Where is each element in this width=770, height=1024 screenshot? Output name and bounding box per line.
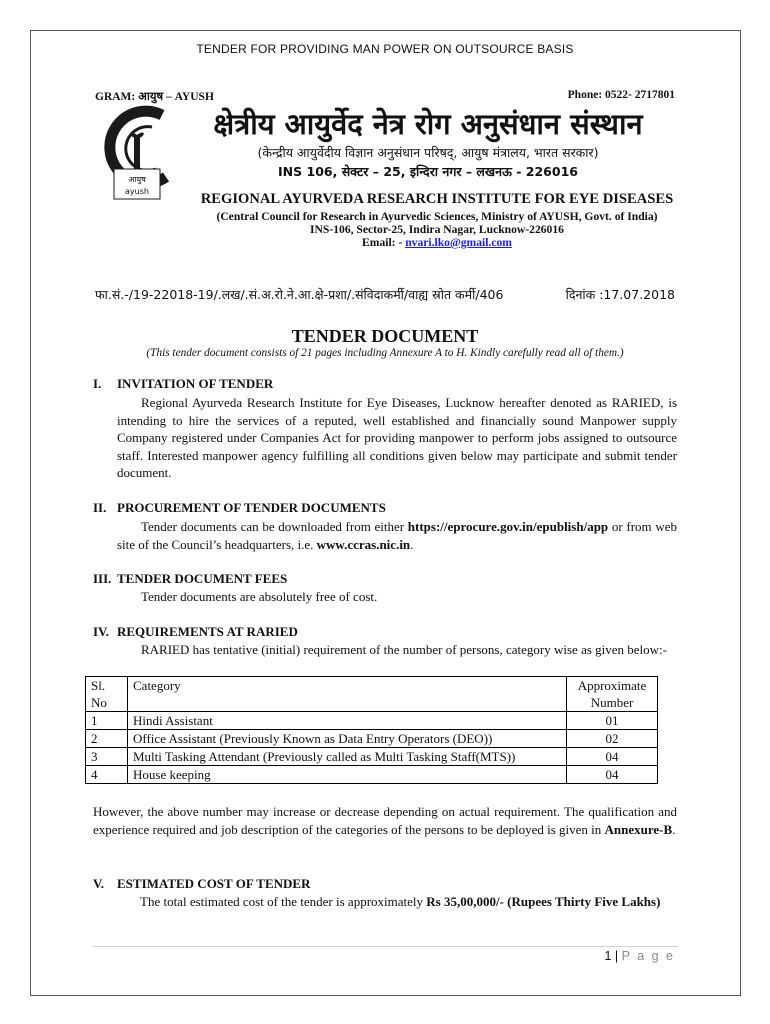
- logo-text-top: आयुष: [128, 175, 146, 184]
- section-1-number: I.: [93, 376, 102, 391]
- section-5-heading: [93, 876, 310, 892]
- row-number: 04: [567, 766, 658, 784]
- section-2-title: PROCUREMENT OF TENDER DOCUMENTS: [117, 500, 386, 515]
- section-2-text-b: or from web site of the Council’s headquarters, i.e.: [117, 519, 677, 552]
- hindi-parent-org: (केन्द्रीय आयुर्वेदीय विज्ञान अनुसंधान परिषद्, आयुष मंत्रालय, भारत सरकार): [257, 145, 599, 160]
- reference-number: फा.सं.-/19-22018-19/.लख/.सं.अ.रो.ने.आ.क्षे-प्रशा/.संविदाकर्मी/वाह्य स्रोत कर्मी/406: [95, 287, 504, 302]
- row-number: 04: [567, 748, 658, 766]
- section-2-heading: [93, 500, 386, 516]
- row-number: 02: [567, 730, 658, 748]
- row-sl: 3: [86, 748, 128, 766]
- hindi-address: INS 106, सेक्टर – 25, इन्दिरा नगर – लखनऊ - 226016: [278, 164, 578, 179]
- phone-line: Phone: 0522- 2717801: [567, 89, 675, 101]
- header-sl-no: Sl. No: [86, 677, 128, 712]
- section-1-heading: [93, 376, 273, 392]
- table-row: [86, 712, 658, 730]
- section-1-title: INVITATION OF TENDER: [117, 376, 274, 391]
- section-4-after-table: [93, 803, 677, 838]
- document-title: TENDER DOCUMENT: [291, 326, 479, 346]
- section-2-text-a: Tender documents can be downloaded from either: [141, 519, 408, 534]
- section-4-text: RARIED has tentative (initial) requirement of the number of persons, category wise as given below:-: [141, 642, 667, 657]
- english-address: INS-106, Sector-25, Indira Nagar, Lucknow-226016: [310, 223, 564, 236]
- row-category: Office Assistant (Previously Known as Data Entry Operators (DEO)): [128, 730, 567, 748]
- english-institute-name: REGIONAL AYURVEDA RESEARCH INSTITUTE FOR EYE DISEASES: [200, 191, 674, 207]
- section-4-after-text: However, the above number may increase or decrease depending on actual requirement. The qualification and experience required and job description of the categories of the persons to be deployed is given in: [93, 804, 677, 837]
- section-3-body: [117, 588, 677, 606]
- section-2-body: [117, 518, 677, 553]
- section-4-number: IV.: [93, 624, 110, 639]
- footer-divider: [93, 946, 678, 947]
- page-footer: [604, 949, 675, 963]
- requirements-table: [85, 676, 658, 784]
- estimated-amount: Rs 35,00,000/- (Rupees Thirty Five Lakhs): [426, 894, 661, 909]
- english-parent-org: (Central Council for Research in Ayurvedic Sciences, Ministry of AYUSH, Govt. of India): [216, 210, 658, 223]
- header-approx-number: Approximate Number: [567, 677, 658, 712]
- ayush-logo: [104, 105, 180, 203]
- section-3-title: TENDER DOCUMENT FEES: [117, 571, 288, 586]
- row-sl: 2: [86, 730, 128, 748]
- section-5-body: [140, 893, 677, 911]
- table-row: [86, 730, 658, 748]
- section-5-number: V.: [93, 876, 104, 891]
- section-1-text: Regional Ayurveda Research Institute for Eye Diseases, Lucknow hereafter denoted as RARIED, is intending to hire the services of a reputed, well established and financially sound Manpower supply Company registered under Companies Act for providing manpower to perform jobs assigned to outsource staff. Interested manpower agency fulfilling all conditions given below may participate and submit tender document.: [117, 395, 677, 481]
- ccras-link[interactable]: www.ccras.nic.in: [316, 536, 411, 552]
- section-1-body: [117, 394, 677, 482]
- row-sl: 4: [86, 766, 128, 784]
- annexure-b-ref: Annexure-B: [604, 821, 673, 837]
- section-4-heading: [93, 624, 298, 640]
- section-3-heading: [93, 571, 287, 587]
- section-5-text: The total estimated cost of the tender is approximately: [140, 894, 427, 909]
- hindi-institute-name: क्षेत्रीय आयुर्वेद नेत्र रोग अनुसंधान संस्थान: [213, 107, 643, 141]
- email-link[interactable]: nvari.lko@gmail.com: [405, 236, 512, 249]
- section-5-title: ESTIMATED COST OF TENDER: [117, 876, 311, 891]
- header-category: Category: [128, 677, 567, 712]
- row-category: Hindi Assistant: [128, 712, 567, 730]
- table-row: [86, 766, 658, 784]
- table-header-row: [86, 677, 658, 712]
- page-label: P a g e: [621, 949, 675, 963]
- section-4-after-end: .: [672, 821, 676, 837]
- document-note: (This tender document consists of 21 pages including Annexure A to H. Kindly carefully read all of them.): [146, 347, 624, 359]
- section-4-title: REQUIREMENTS AT RARIED: [117, 624, 298, 639]
- row-category: Multi Tasking Attendant (Previously called as Multi Tasking Staff(MTS)): [128, 748, 567, 766]
- gram-line: GRAM: आयुष – AYUSH: [95, 91, 214, 103]
- footer-separator: |: [614, 949, 619, 963]
- email-line: [182, 236, 692, 249]
- section-3-text: Tender documents are absolutely free of cost.: [141, 589, 378, 604]
- row-number: 01: [567, 712, 658, 730]
- page-number: 1: [604, 949, 612, 963]
- email-label: Email: -: [362, 236, 406, 249]
- section-4-body: [117, 641, 677, 659]
- row-sl: 1: [86, 712, 128, 730]
- section-2-text-c: .: [410, 536, 414, 552]
- running-header: TENDER FOR PROVIDING MAN POWER ON OUTSOURCE BASIS: [196, 42, 574, 56]
- eprocure-link[interactable]: https://eprocure.gov.in/epublish/app: [407, 519, 609, 534]
- reference-date: दिनांक :17.07.2018: [565, 287, 675, 302]
- table-row: [86, 748, 658, 766]
- section-3-number: III.: [93, 571, 112, 586]
- section-2-number: II.: [93, 500, 107, 515]
- logo-text-bottom: ayush: [125, 187, 149, 196]
- row-category: House keeping: [128, 766, 567, 784]
